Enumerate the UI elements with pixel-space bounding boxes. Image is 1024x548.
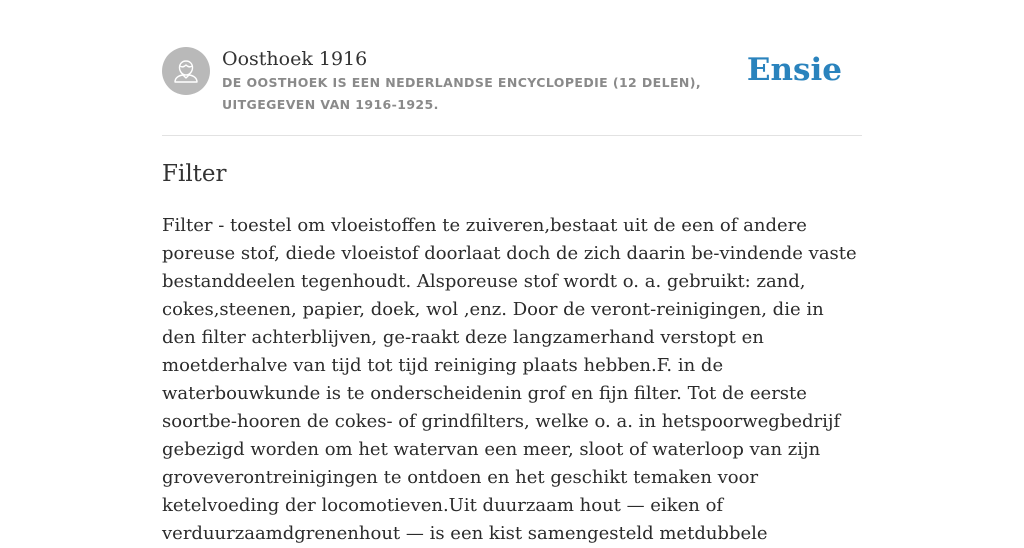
source-title[interactable]: Oosthoek 1916: [222, 48, 368, 70]
page: [162, 0, 862, 544]
brand-logo[interactable]: Ensie: [746, 52, 842, 88]
source-description: DE OOSTHOEK IS EEN NEDERLANDSE ENCYCLOPEDIE (12 DELEN), UITGEGEVEN VAN 1916-1925.: [222, 75, 702, 112]
user-icon: [162, 47, 210, 95]
source-header: [162, 0, 862, 136]
article-title: Filter: [162, 161, 227, 187]
article-body: Filter - toestel om vloeistoffen te zuiveren,bestaat uit de een of andere poreuse stof, diede vloeistof doorlaat doch de zich daarin be-vindende vaste bestanddeelen tegenhoudt. Alsporeuse stof wordt o. a. gebruikt: zand, cokes,steenen, papier, doek, wol ,enz. Door de veront-reinigingen, die in den filter achterblijven, ge-raakt deze langzamerhand verstopt en moetderhalve van tijd tot tijd reiniging plaats hebben.F. in de waterbouwkunde is te onderscheidenin grof en fijn filter. Tot de eerste soortbe-hooren de cokes- of grindfilters, welke o. a. in hetspoorwegbedrijf gebezigd worden om het watervan een meer, sloot of waterloop van zijn groveverontreinigingen te ontdoen en het geschikt temaken voor ketelvoeding der locomotieven.Uit duurzaam hout — eiken of verduurzaamdgrenenhout — is een kist samengesteld metdubbele: [162, 215, 857, 544]
